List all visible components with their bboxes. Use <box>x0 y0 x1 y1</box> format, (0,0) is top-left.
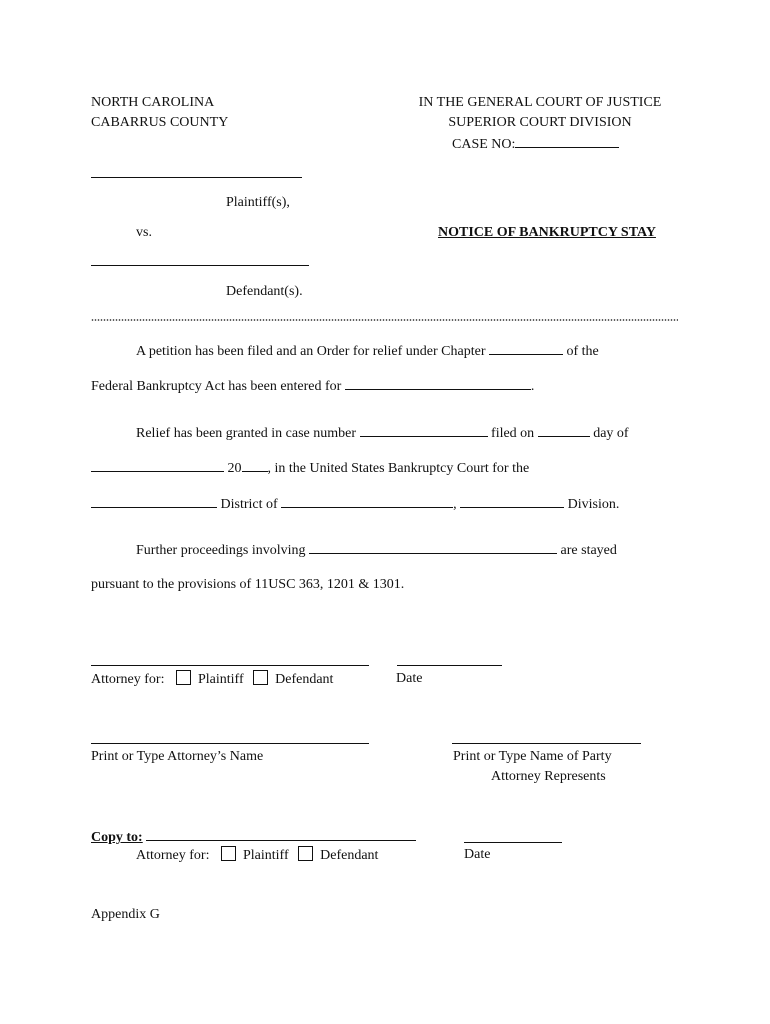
court-division: SUPERIOR COURT DIVISION <box>448 115 632 130</box>
copy-plaintiff-label: Plaintiff <box>242 848 289 863</box>
signature-date-line[interactable] <box>397 665 502 666</box>
defendant-checkbox[interactable] <box>253 670 268 685</box>
paragraph-3-line-2: pursuant to the provisions of 11USC 363, 1201 & 1301. <box>91 577 405 592</box>
district-region-blank[interactable] <box>91 494 217 508</box>
attorney-name-line[interactable] <box>91 743 369 744</box>
copy-to-blank[interactable] <box>146 827 416 841</box>
print-attorney-name-label: Print or Type Attorney’s Name <box>91 749 264 764</box>
case-number-label: CASE NO: <box>452 137 516 152</box>
case-number-field <box>452 134 619 154</box>
p1-text-a: A petition has been filed and an Order for relief under Chapter <box>136 344 486 359</box>
p2-text-c: day of <box>593 426 629 441</box>
plaintiff-label: Plaintiff(s), <box>226 195 290 210</box>
p1-text-c: Federal Bankruptcy Act has been entered for <box>91 379 342 394</box>
document-title: NOTICE OF BANKRUPTCY STAY <box>438 225 656 240</box>
party-name-line[interactable] <box>452 743 641 744</box>
attorney-represents-label: Attorney Represents <box>491 769 606 784</box>
p2-text-a: Relief has been granted in case number <box>136 426 357 441</box>
attorney-for-row <box>91 670 333 689</box>
paragraph-1-line-1 <box>136 341 599 361</box>
copy-to-label: Copy to: <box>91 830 143 845</box>
attorney-for-label: Attorney for: <box>91 672 165 687</box>
paragraph-1-line-2 <box>91 376 534 396</box>
filed-month-blank[interactable] <box>91 458 224 472</box>
p2-comma: , <box>453 497 457 512</box>
plaintiff-checkbox-label: Plaintiff <box>197 672 244 687</box>
paragraph-3-line-1 <box>136 540 617 560</box>
defendant-name-line[interactable] <box>91 265 309 266</box>
division-blank[interactable] <box>460 494 564 508</box>
p2-year-prefix: 20 <box>227 461 242 476</box>
plaintiff-checkbox[interactable] <box>176 670 191 685</box>
p3-text-b: are stayed <box>560 543 617 558</box>
copy-attorney-for-label: Attorney for: <box>136 848 210 863</box>
copy-plaintiff-checkbox[interactable] <box>221 846 236 861</box>
p2-text-b: filed on <box>491 426 535 441</box>
debtor-name-blank[interactable] <box>345 376 531 390</box>
copy-date-label: Date <box>464 847 491 862</box>
p2-text-f: Division. <box>567 497 620 512</box>
case-number-blank[interactable] <box>515 134 619 148</box>
filed-day-blank[interactable] <box>538 423 590 437</box>
chapter-blank[interactable] <box>489 341 563 355</box>
plaintiff-name-line[interactable] <box>91 177 302 178</box>
copy-to-row <box>91 827 416 847</box>
paragraph-2-line-3 <box>91 494 619 514</box>
county-label: CABARRUS COUNTY <box>91 115 229 130</box>
appendix-label: Appendix G <box>91 907 160 922</box>
signature-date-label: Date <box>396 671 423 686</box>
court-name: IN THE GENERAL COURT OF JUSTICE <box>418 95 662 110</box>
copy-attorney-for-row <box>136 846 378 865</box>
defendant-checkbox-label: Defendant <box>275 672 334 687</box>
case-number-relief-blank[interactable] <box>360 423 488 437</box>
print-party-name-label: Print or Type Name of Party <box>453 749 612 764</box>
p2-text-e: District of <box>220 497 278 512</box>
defendant-label: Defendant(s). <box>226 284 303 299</box>
attorney-signature-line[interactable] <box>91 665 369 666</box>
versus-label: vs. <box>136 225 152 240</box>
p2-text-d: , in the United States Bankruptcy Court for the <box>267 461 530 476</box>
dotted-separator <box>91 318 678 322</box>
state-label: NORTH CAROLINA <box>91 95 215 110</box>
district-state-blank[interactable] <box>281 494 453 508</box>
p3-text-a: Further proceedings involving <box>136 543 306 558</box>
copy-defendant-label: Defendant <box>320 848 379 863</box>
paragraph-2-line-1 <box>136 423 629 443</box>
copy-defendant-checkbox[interactable] <box>298 846 313 861</box>
p1-period: . <box>530 379 535 394</box>
filed-year-blank[interactable] <box>242 458 268 472</box>
proceedings-blank[interactable] <box>309 540 557 554</box>
paragraph-2-line-2 <box>91 458 529 478</box>
p1-text-b: of the <box>566 344 599 359</box>
copy-date-line[interactable] <box>464 842 562 843</box>
